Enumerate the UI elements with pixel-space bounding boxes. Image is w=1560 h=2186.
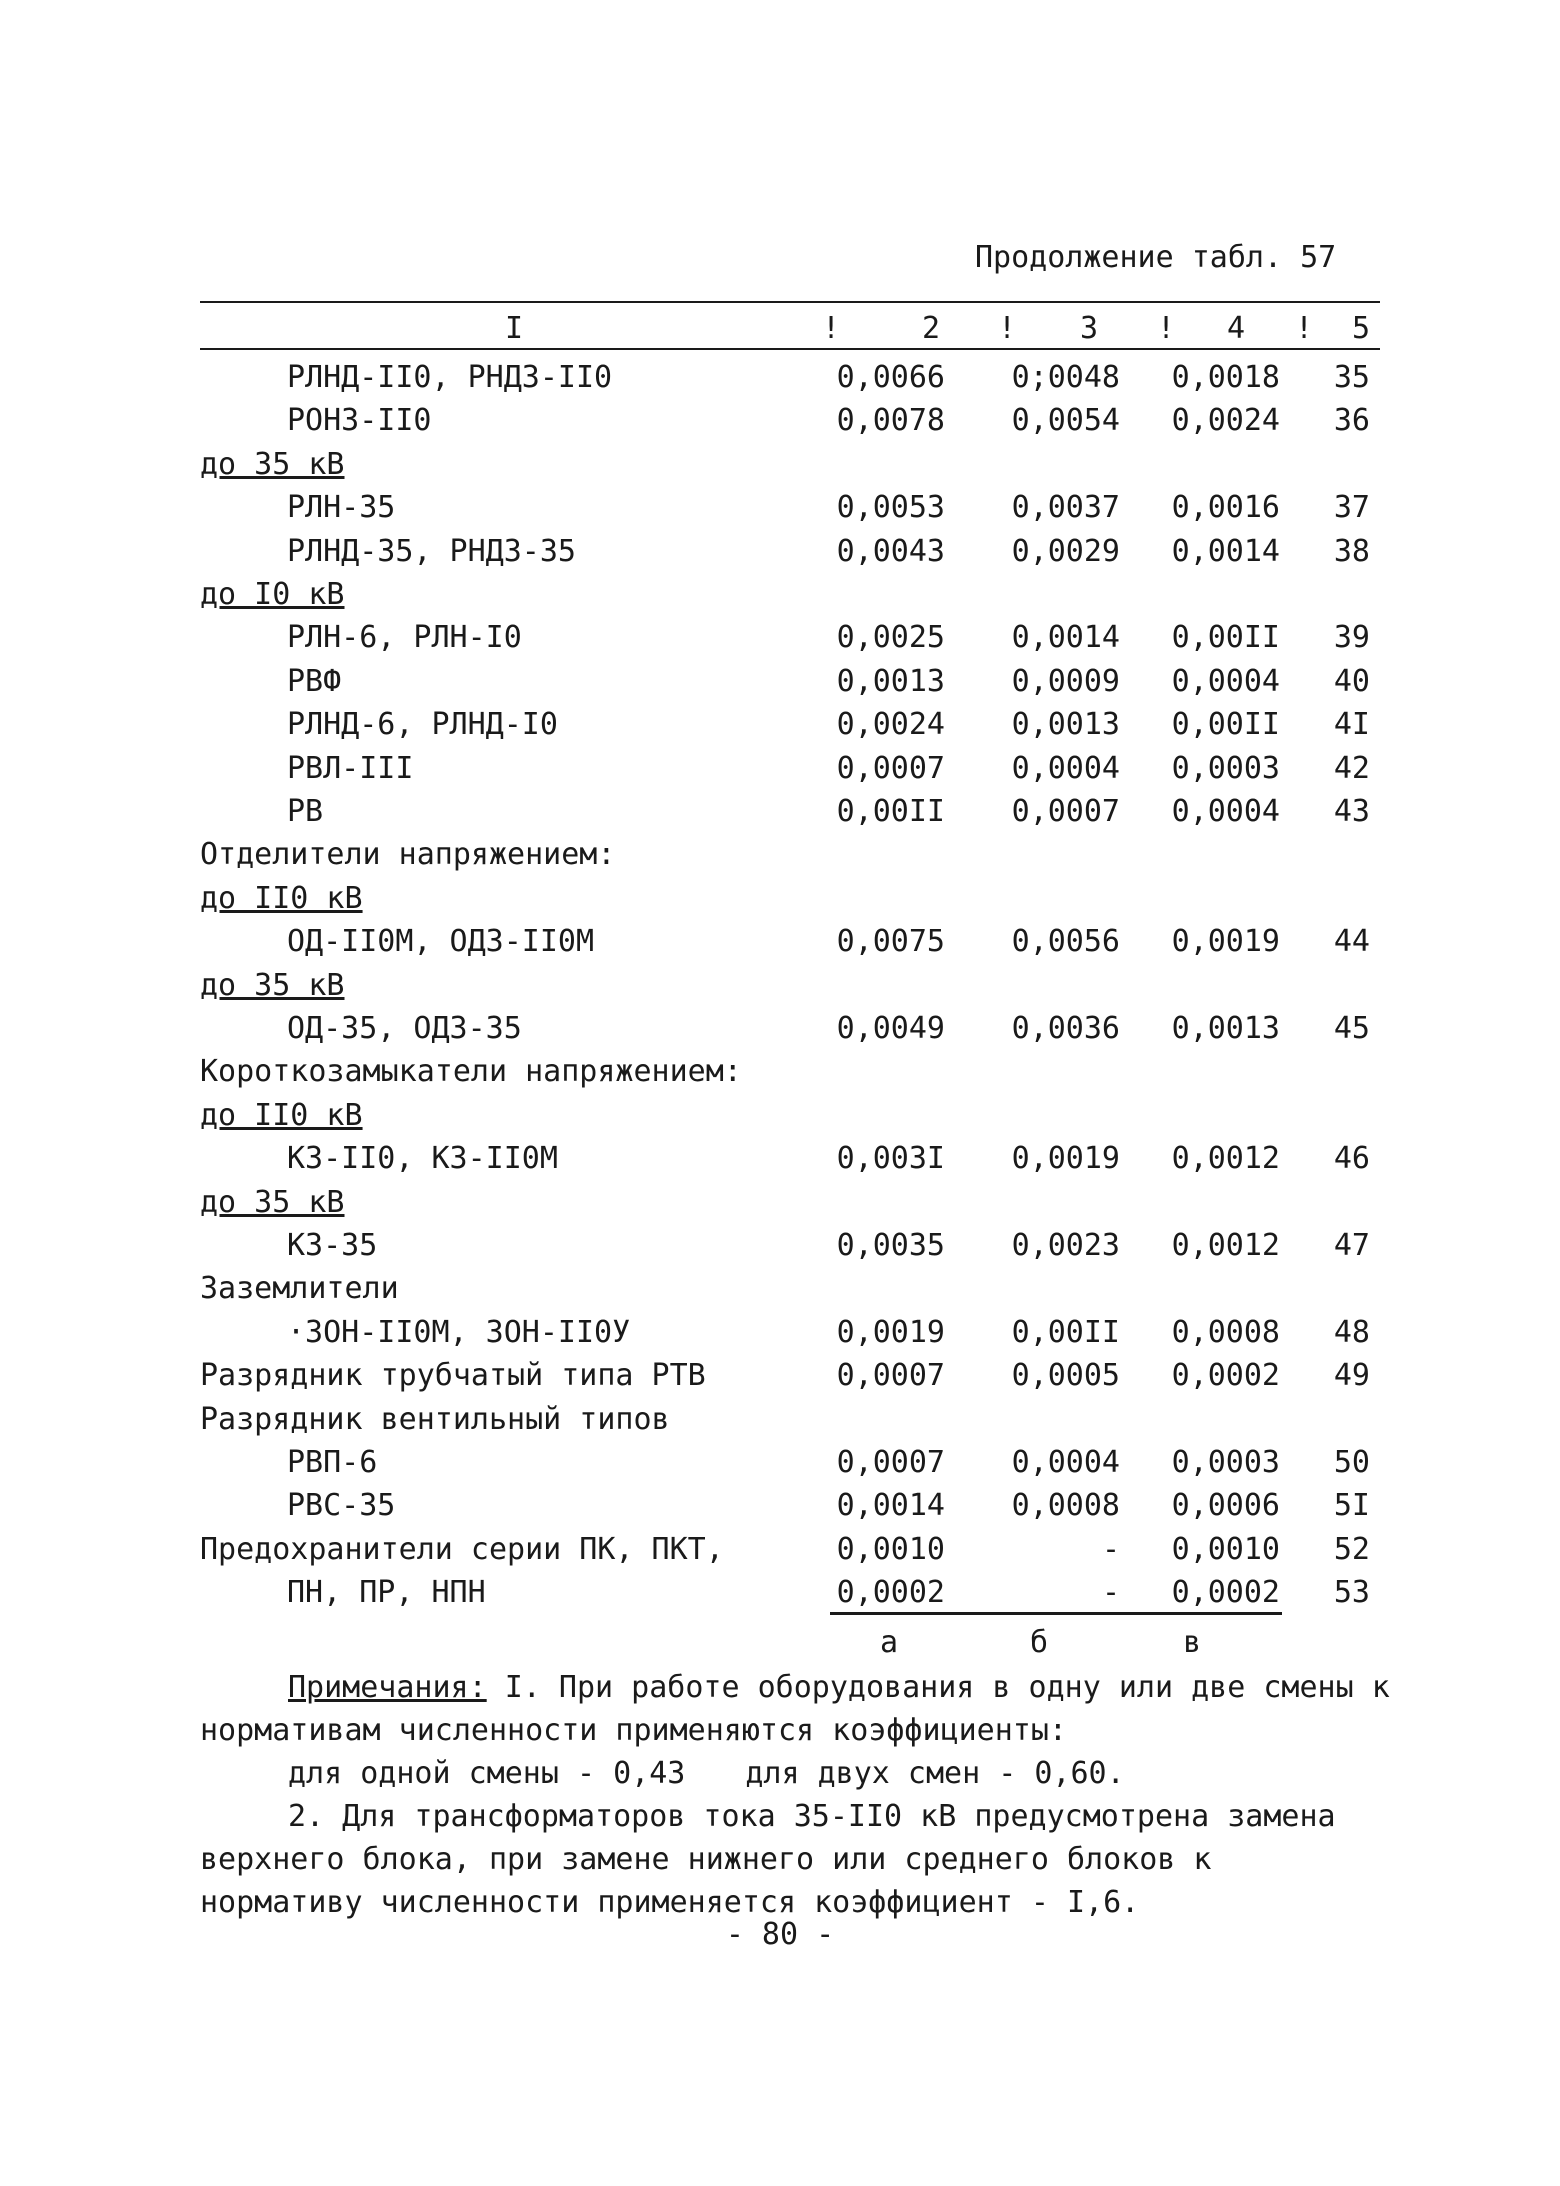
value-b: 0,0007 <box>1011 794 1120 829</box>
item-label: РВС-35 <box>287 1488 396 1523</box>
value-c: 0,0018 <box>1171 360 1280 395</box>
value-a: 0,0007 <box>836 751 945 786</box>
category-label: Короткозамыкатели напряжением: <box>200 1054 742 1089</box>
column-letter-c: в <box>1183 1625 1202 1660</box>
item-label: РЛНД-6, РЛНД-I0 <box>287 707 558 742</box>
header-col3: 3 <box>1079 311 1098 346</box>
table-row <box>0 443 1560 486</box>
value-b: 0,0004 <box>1011 1445 1120 1480</box>
row-number: 38 <box>1333 534 1370 569</box>
note-2: 2. Для трансформаторов тока 35-II0 кВ предусмотрена замена верхнего блока, при замене нижнего или среднего блоков к нормативу численности применяется коэффициент - I,6. <box>200 1799 1336 1920</box>
table-row <box>0 1094 1560 1137</box>
item-label: КЗ-35 <box>287 1228 378 1263</box>
value-a: 0,0053 <box>836 490 945 525</box>
value-b: 0,0019 <box>1011 1141 1120 1176</box>
item-label: РЛНД-II0, РНДЗ-II0 <box>287 360 613 395</box>
table-row <box>0 660 1560 703</box>
header-col1: I <box>505 311 524 346</box>
row-number: 37 <box>1333 490 1370 525</box>
value-b: 0,0004 <box>1011 751 1120 786</box>
item-label: ОД-II0М, ОДЗ-II0М <box>287 924 595 959</box>
row-number: 53 <box>1333 1575 1370 1610</box>
row-number: 49 <box>1333 1358 1370 1393</box>
table-row <box>0 530 1560 573</box>
value-a: 0,0007 <box>836 1445 945 1480</box>
value-a: 0,0043 <box>836 534 945 569</box>
value-c: 0,0019 <box>1171 924 1280 959</box>
value-a: 0,0007 <box>836 1358 945 1393</box>
value-a: 0,0002 <box>836 1575 945 1610</box>
value-c: 0,00II <box>1171 620 1280 655</box>
value-b: 0;0048 <box>1011 360 1120 395</box>
item-label: РВ <box>287 794 324 829</box>
value-a: 0,0075 <box>836 924 945 959</box>
value-c: 0,0004 <box>1171 664 1280 699</box>
value-c: 0,0008 <box>1171 1315 1280 1350</box>
row-number: 47 <box>1333 1228 1370 1263</box>
header-col2-cell <box>822 311 940 347</box>
header-separator: ! <box>998 311 1017 346</box>
page-number: - 80 - <box>725 1917 835 1952</box>
table-row <box>0 1398 1560 1441</box>
voltage-group-label: до 35 кВ <box>200 1185 345 1220</box>
value-c: 0,0024 <box>1171 403 1280 438</box>
row-number: 52 <box>1333 1532 1370 1567</box>
row-number: 35 <box>1333 360 1370 395</box>
row-number: 44 <box>1333 924 1370 959</box>
header-col2: 2 <box>921 311 940 346</box>
note-1 <box>200 1666 1390 1752</box>
table-row <box>0 616 1560 659</box>
value-a: 0,0066 <box>836 360 945 395</box>
voltage-group-label: до I0 кВ <box>200 577 345 612</box>
value-c: 0,00II <box>1171 707 1280 742</box>
value-c: 0,0014 <box>1171 534 1280 569</box>
table-row <box>0 1441 1560 1484</box>
value-c: 0,0002 <box>1171 1575 1280 1610</box>
note-1-text: I. При работе оборудования в одну или две смены к нормативам численности применяются коэффициенты: <box>200 1670 1390 1748</box>
value-c: 0,0013 <box>1171 1011 1280 1046</box>
row-number: 50 <box>1333 1445 1370 1480</box>
table-row <box>0 877 1560 920</box>
item-label: РЛН-35 <box>287 490 396 525</box>
item-label: ПН, ПР, НПН <box>287 1575 486 1610</box>
value-a: 0,00II <box>836 794 945 829</box>
value-c: 0,0003 <box>1171 751 1280 786</box>
value-c: 0,0010 <box>1171 1532 1280 1567</box>
value-a: 0,0078 <box>836 403 945 438</box>
row-number: 48 <box>1333 1315 1370 1350</box>
item-label: РВФ <box>287 664 342 699</box>
value-a: 0,0024 <box>836 707 945 742</box>
header-col3-cell <box>998 311 1098 347</box>
header-col5: 5 <box>1351 311 1370 346</box>
value-b: 0,00II <box>1011 1315 1120 1350</box>
category-label: Заземлители <box>200 1271 399 1306</box>
value-a: 0,0013 <box>836 664 945 699</box>
row-number: 42 <box>1333 751 1370 786</box>
row-number: 5I <box>1333 1488 1370 1523</box>
value-b: 0,0008 <box>1011 1488 1120 1523</box>
table-row <box>0 1007 1560 1050</box>
table-row <box>0 1571 1560 1614</box>
table-row <box>0 703 1560 746</box>
row-number: 39 <box>1333 620 1370 655</box>
value-b: 0,0005 <box>1011 1358 1120 1393</box>
item-label: ОД-35, ОДЗ-35 <box>287 1011 522 1046</box>
voltage-group-label: до 35 кВ <box>200 968 345 1003</box>
value-a: 0,0010 <box>836 1532 945 1567</box>
table-top-rule <box>200 301 1380 303</box>
table-row <box>0 747 1560 790</box>
value-b: 0,0014 <box>1011 620 1120 655</box>
note-1-two-shifts: для двух смен - 0,60. <box>745 1756 1125 1791</box>
value-c: 0,0016 <box>1171 490 1280 525</box>
value-b: - <box>1101 1575 1120 1610</box>
row-number: 4I <box>1333 707 1370 742</box>
value-a: 0,0049 <box>836 1011 945 1046</box>
table-row <box>0 833 1560 876</box>
item-label: ·ЗОН-II0М, ЗОН-II0У <box>287 1315 631 1350</box>
table-row <box>0 790 1560 833</box>
voltage-group-label: до II0 кВ <box>200 1098 363 1133</box>
value-c: 0,0006 <box>1171 1488 1280 1523</box>
header-separator: ! <box>822 311 841 346</box>
table-row <box>0 1484 1560 1527</box>
row-number: 36 <box>1333 403 1370 438</box>
table-row <box>0 356 1560 399</box>
category-label: Разрядник вентильный типов <box>200 1402 670 1437</box>
value-c: 0,0012 <box>1171 1228 1280 1263</box>
note-1-coefficients <box>200 1752 1390 1795</box>
voltage-group-label: до 35 кВ <box>200 447 345 482</box>
table-row <box>0 1528 1560 1571</box>
table-caption: Продолжение табл. 57 <box>975 240 1337 275</box>
voltage-group-label: до II0 кВ <box>200 881 363 916</box>
value-b: 0,0009 <box>1011 664 1120 699</box>
item-label: РВЛ-III <box>287 751 414 786</box>
value-c: 0,0012 <box>1171 1141 1280 1176</box>
table-row <box>0 1224 1560 1267</box>
value-b: 0,0013 <box>1011 707 1120 742</box>
table-row <box>0 1181 1560 1224</box>
category-label: Разрядник трубчатый типа РТВ <box>200 1358 706 1393</box>
value-b: 0,0023 <box>1011 1228 1120 1263</box>
notes-heading: Примечания: <box>288 1670 487 1705</box>
category-label: Отделители напряжением: <box>200 837 616 872</box>
value-b: 0,0054 <box>1011 403 1120 438</box>
table-row <box>0 1050 1560 1093</box>
header-separator: ! <box>1157 311 1176 346</box>
table-row <box>0 1267 1560 1310</box>
header-separator: ! <box>1295 311 1314 346</box>
value-b: 0,0036 <box>1011 1011 1120 1046</box>
value-a: 0,0035 <box>836 1228 945 1263</box>
notes-block <box>200 1666 1390 1924</box>
value-a: 0,0025 <box>836 620 945 655</box>
table-row <box>0 1137 1560 1180</box>
row-number: 43 <box>1333 794 1370 829</box>
table-row <box>0 920 1560 963</box>
header-col4-cell <box>1157 311 1245 347</box>
item-label: РВП-6 <box>287 1445 378 1480</box>
value-a: 0,0014 <box>836 1488 945 1523</box>
header-col4: 4 <box>1226 311 1245 346</box>
value-c: 0,0004 <box>1171 794 1280 829</box>
item-label: РОНЗ-II0 <box>287 403 432 438</box>
row-number: 45 <box>1333 1011 1370 1046</box>
value-b: 0,0037 <box>1011 490 1120 525</box>
value-c: 0,0002 <box>1171 1358 1280 1393</box>
table-row <box>0 399 1560 442</box>
category-label: Предохранители серии ПК, ПКТ, <box>200 1532 724 1567</box>
table-row <box>0 964 1560 1007</box>
value-b: - <box>1101 1532 1120 1567</box>
row-number: 46 <box>1333 1141 1370 1176</box>
table-header-rule <box>200 348 1380 350</box>
item-label: РЛНД-35, РНДЗ-35 <box>287 534 576 569</box>
item-label: РЛН-6, РЛН-I0 <box>287 620 522 655</box>
item-label: КЗ-II0, КЗ-II0М <box>287 1141 558 1176</box>
value-c: 0,0003 <box>1171 1445 1280 1480</box>
value-a: 0,003I <box>836 1141 945 1176</box>
note-1-one-shift: для одной смены - 0,43 <box>288 1756 686 1791</box>
column-letter-a: а <box>880 1625 899 1660</box>
value-b: 0,0056 <box>1011 924 1120 959</box>
value-a: 0,0019 <box>836 1315 945 1350</box>
column-letter-b: б <box>1030 1625 1049 1660</box>
table-row <box>0 1354 1560 1397</box>
header-col5-cell <box>1295 311 1370 347</box>
table-row <box>0 486 1560 529</box>
table-row <box>0 573 1560 616</box>
table-row <box>0 1311 1560 1354</box>
total-rule <box>830 1612 1282 1615</box>
row-number: 40 <box>1333 664 1370 699</box>
value-b: 0,0029 <box>1011 534 1120 569</box>
